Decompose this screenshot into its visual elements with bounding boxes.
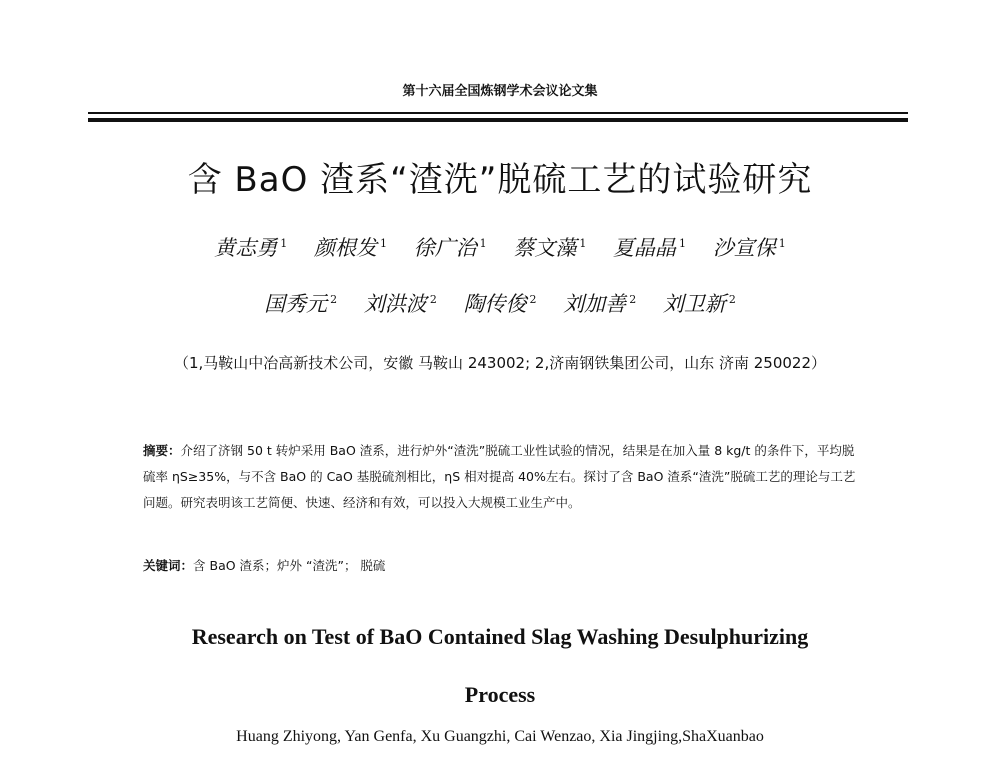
author: 刘加善 $^2$ bbox=[563, 292, 637, 316]
keywords-text: 含 BaO 渣系；炉外 “渣洗”； 脱硫 bbox=[193, 558, 386, 573]
english-authors: Huang Zhiyong, Yan Genfa, Xu Guangzhi, Cai Wenzao, Xia Jingjing,ShaXuanbao bbox=[236, 728, 764, 745]
abstract bbox=[143, 438, 863, 516]
author: 颜根发 $^1$ bbox=[313, 236, 387, 260]
running-head: 第十六届全国炼钢学术会议论文集 bbox=[402, 84, 598, 99]
author: 沙宣保 $^1$ bbox=[712, 236, 786, 260]
author: 夏晶晶 $^1$ bbox=[613, 236, 687, 260]
abstract-label: 摘要： bbox=[143, 443, 181, 458]
author: 蔡文藻 $^1$ bbox=[513, 236, 587, 260]
author: 徐广治 $^1$ bbox=[413, 236, 487, 260]
keywords bbox=[143, 556, 863, 574]
header-rule-thick bbox=[88, 118, 908, 122]
paper-title: 含 BaO 渣系“渣洗”脱硫工艺的试验研究 bbox=[187, 160, 813, 200]
english-title-line-2: Process bbox=[464, 682, 536, 707]
affiliation: （1,马鞍山中冶高新技术公司，安徽 马鞍山 243002; 2,济南钢铁集团公司，山东 济南 250022） bbox=[173, 354, 827, 372]
author: 国秀元 $^2$ bbox=[264, 292, 338, 316]
author: 刘洪波 $^2$ bbox=[363, 292, 437, 316]
author: 刘卫新 $^2$ bbox=[662, 292, 736, 316]
authors-row-1 bbox=[0, 232, 1000, 262]
keywords-label: 关键词： bbox=[143, 558, 194, 573]
english-title-line-1: Research on Test of BaO Contained Slag Washing Desulphurizing bbox=[191, 624, 809, 649]
header-rule-thin bbox=[88, 112, 908, 114]
abstract-text: 介绍了济钢 50 t 转炉采用 BaO 渣系，进行炉外“渣洗”脱硫工业性试验的情况，结果是在加入量 8 kg/t 的条件下，平均脱硫率 ηS≥35%，与不含 BaO 的 CaO 基脱硫剂相比，ηS 相对提高 40%左右。探讨了含 BaO 渣系“渣洗”脱硫工艺的理论与工艺问题。研究表明该工艺简便、快速、经济和有效，可以投入大规模工业生产中。 bbox=[143, 443, 856, 510]
author: 陶传俊 $^2$ bbox=[463, 292, 537, 316]
authors-row-2 bbox=[0, 288, 1000, 318]
author: 黄志勇 $^1$ bbox=[214, 236, 288, 260]
